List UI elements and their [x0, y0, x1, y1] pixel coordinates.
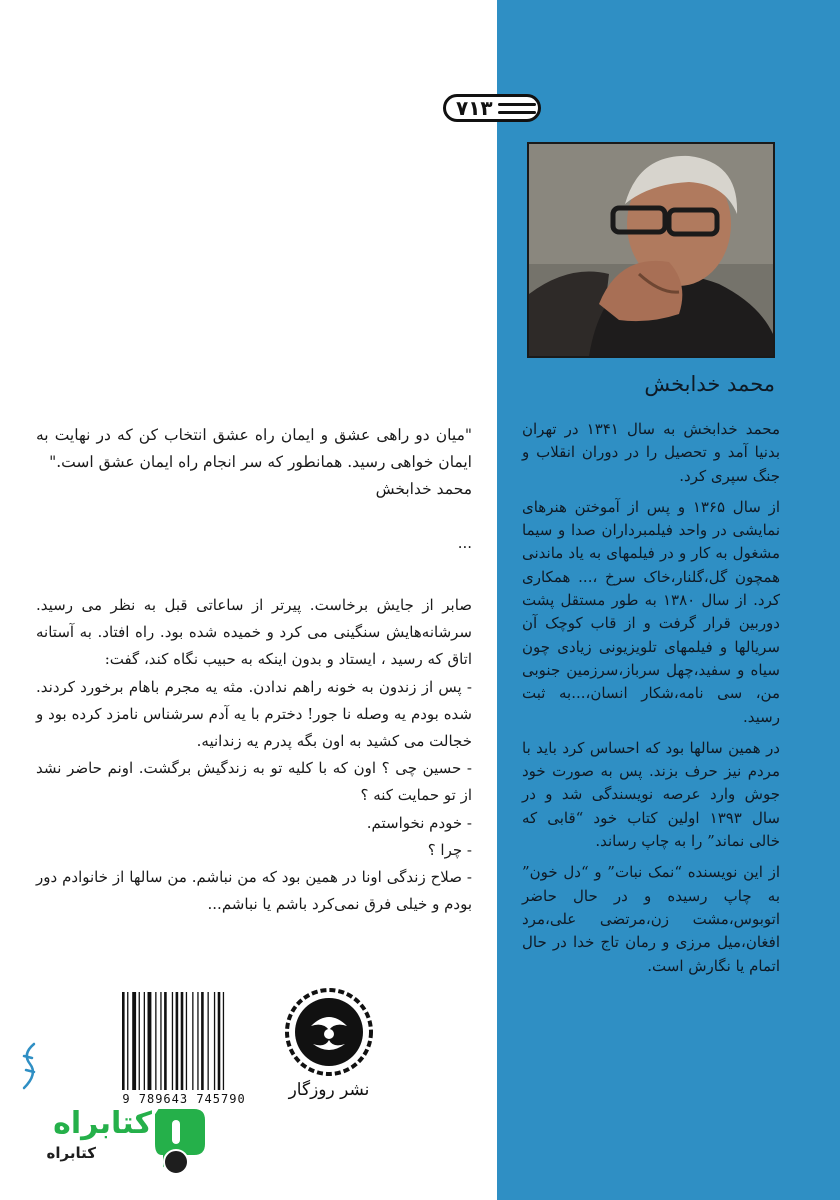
badge-line: [498, 103, 536, 106]
barcode-bar: [139, 992, 140, 1090]
designer-signature-icon: [18, 1040, 40, 1094]
bio-paragraph: محمد خدابخش به سال ۱۳۴۱ در تهران بدنیا آمد و تحصیل را در دوران انقلاب و جنگ سپری کرد.: [522, 420, 780, 485]
barcode-bar: [214, 992, 215, 1090]
barcode-bar: [172, 992, 173, 1090]
barcode-bar: [176, 992, 179, 1090]
barcode-bar: [164, 992, 167, 1090]
excerpt-paragraph: - چرا ؟: [427, 840, 472, 859]
barcode-bar: [218, 992, 221, 1090]
series-number-badge: [443, 94, 541, 122]
excerpt-paragraph: - خودم نخواستم.: [366, 813, 472, 832]
author-photo: [527, 142, 775, 358]
barcode-bar: [144, 992, 145, 1090]
isbn-barcode: [118, 992, 250, 1092]
author-portrait-image: [529, 144, 773, 356]
series-number: ۷۱۳: [456, 96, 493, 120]
epigraph-author: محمد خدابخش: [375, 480, 472, 498]
barcode-bar: [197, 992, 198, 1090]
badge-line: [498, 111, 536, 114]
publisher-name: نشر روزگار: [288, 1080, 370, 1100]
barcode-bar: [148, 992, 152, 1090]
book-excerpt: [36, 592, 472, 918]
section-separator: ...: [457, 534, 472, 552]
barcode-bar: [208, 992, 209, 1090]
excerpt-paragraph: - حسین چی ؟ اون که با کلیه تو به زندگیش برگشت. اونم حاضر نشد از تو حمایت کنه ؟: [36, 759, 472, 805]
author-name: محمد خدابخش: [644, 372, 775, 396]
barcode-bar: [122, 992, 125, 1090]
barcode-bar: [132, 992, 136, 1090]
barcode-bar: [155, 992, 156, 1090]
excerpt-paragraph: - صلاح زندگی اونا در همین بود که من نباشم. من سالها از خانوادم دور بودم و خیلی فرق نمی‌کرد باشم یا نباشم...: [36, 868, 472, 914]
epigraph-quote: "میان دو راهی عشق و ایمان راه عشق انتخاب کن که در نهایت به ایمان خواهی رسید. همانطور که سر انجام راه ایمان عشق است.": [36, 426, 472, 471]
excerpt-paragraph: صابر از جایش برخاست. پیرتر از ساعاتی قبل به نظر می رسید. سرشانه‌هایش سنگینی می کرد و خمیده شده بود. راه افتاد. به آستانه اتاق که رسید ، ایستاد و بدون اینکه به حبیب نگاه کند، گفت:: [36, 596, 472, 669]
barcode-bar: [160, 992, 161, 1090]
barcode-bar: [127, 992, 128, 1090]
bio-paragraph: در همین سالها بود که احساس کرد باید با مردم نیز حرف بزند. پس به صورت خود جوش وارد عرصه نویسندگی شد و در سال ۱۳۹۳ اولین کتاب خود “قابی که خالی نماند” را به چاپ رساند.: [522, 738, 780, 851]
watermark-logo-icon: [150, 1104, 210, 1178]
watermark-logo-text: کتابراه: [53, 1106, 152, 1141]
watermark-logo-subtext: کتابراه: [46, 1144, 96, 1162]
barcode-bar: [201, 992, 204, 1090]
excerpt-paragraph: - پس از زندون به خونه راهم ندادن. مثه یه مجرم باهام برخورد کردند. شده بودم یه وصله نا جور! دخترم با یه آدم سرشناس نامزد کرده بود و خجالت می کشید به اون بگه پدرم یه زندانیه.: [36, 677, 472, 751]
publisher-logo: [283, 986, 375, 1078]
author-bio: [522, 418, 780, 986]
bio-paragraph: از این نویسنده “نمک نبات” و “دل خون” به چاپ رسیده و در حال حاضر اتوبوس،مشت زن،مرتضی علی،مرد افغان،میل مرزی و رمان تاج خدا در حال اتمام یا نگارش است.: [522, 863, 780, 975]
bio-paragraph: از سال ۱۳۶۵ و پس از آموختن هنرهای نمایشی در واحد فیلمبرداران صدا و سیما مشغول به کار و در فیلمهای به یاد ماندنی همچون گل،گلنار،خاک سرخ ،... همکاری کرد. از سال ۱۳۸۰ به طور مستقل پشت دوربین قرار گرفت و از قاب کوچک آن سریالها و فیلمهای تلویزیونی زیادی چون سیاه و سفید،چهل سرباز،سرزمین جنوبی من، سی نامه،شکار انسان،...به ثبت رسید.: [522, 497, 780, 726]
isbn-number: 9 789643 745790: [122, 1092, 246, 1106]
barcode-bar: [223, 992, 224, 1090]
barcode-bar: [186, 992, 187, 1090]
barcode-bar: [181, 992, 184, 1090]
barcode-bar: [192, 992, 193, 1090]
